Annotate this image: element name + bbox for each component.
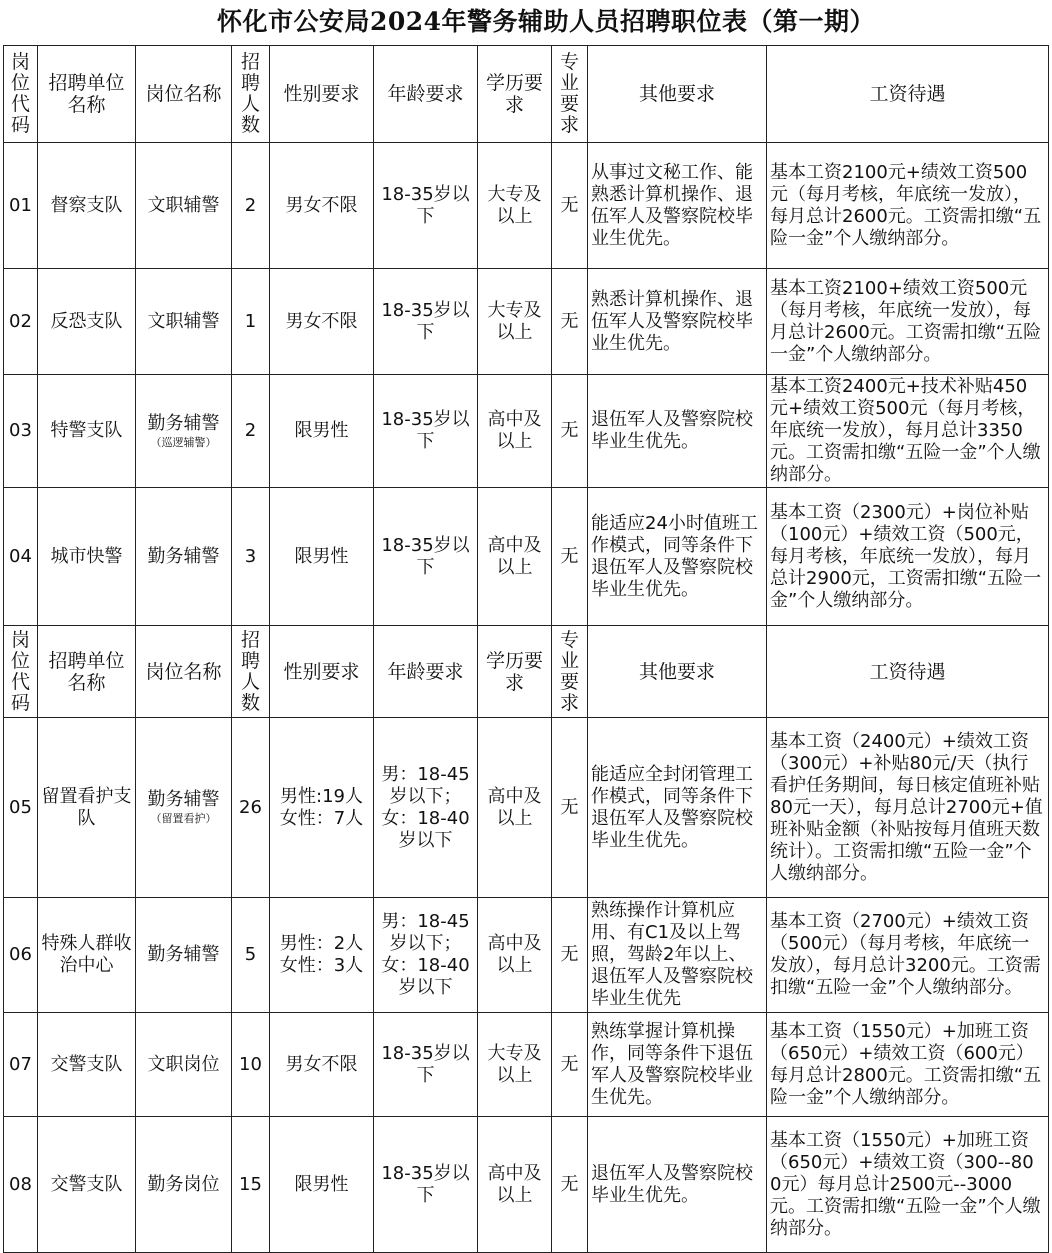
cell-major: 无 xyxy=(552,488,588,626)
cell-gender: 限男性 xyxy=(270,375,374,488)
header-age: 年龄要求 xyxy=(374,626,478,718)
cell-other: 退伍军人及警察院校毕业生优先。 xyxy=(588,1117,767,1253)
cell-code: 04 xyxy=(4,488,38,626)
header-count: 招聘人数 xyxy=(232,46,270,143)
table-row xyxy=(4,1117,1049,1253)
cell-edu: 大专及以上 xyxy=(478,143,552,269)
header-post: 岗位名称 xyxy=(136,46,232,143)
cell-gender: 男性:19人 女性：7人 xyxy=(270,718,374,898)
cell-major: 无 xyxy=(552,375,588,488)
cell-gender: 限男性 xyxy=(270,1117,374,1253)
header-unit: 招聘单位名称 xyxy=(38,46,136,143)
post-name: 文职辅警 xyxy=(147,310,220,332)
cell-post xyxy=(136,143,232,269)
header-post: 岗位名称 xyxy=(136,626,232,718)
post-name: 文职岗位 xyxy=(147,1053,220,1075)
cell-post xyxy=(136,269,232,375)
cell-major: 无 xyxy=(552,898,588,1013)
table-header-row xyxy=(4,46,1049,143)
table-row xyxy=(4,375,1049,488)
cell-age: 男：18-45岁以下；女：18-40岁以下 xyxy=(374,718,478,898)
post-name: 勤务岗位 xyxy=(147,1173,220,1195)
page-title: 怀化市公安局2024年警务辅助人员招聘职位表（第一期） xyxy=(216,7,876,36)
cell-count: 5 xyxy=(232,898,270,1013)
cell-salary: 基本工资（1550元）+加班工资（650元）+绩效工资（300--800元）每月总计2500元--3000元。工资需扣缴“五险一金”个人缴纳部分。 xyxy=(767,1117,1049,1253)
cell-gender: 男女不限 xyxy=(270,1013,374,1117)
cell-code: 01 xyxy=(4,143,38,269)
header-other: 其他要求 xyxy=(588,46,767,143)
post-name: 文职辅警 xyxy=(147,194,220,216)
cell-unit: 特警支队 xyxy=(38,375,136,488)
cell-salary: 基本工资2100+绩效工资500元（每月考核，年底统一发放），每月总计2600元。工资需扣缴“五险一金”个人缴纳部分。 xyxy=(767,269,1049,375)
cell-other: 从事过文秘工作、能熟悉计算机操作、退伍军人及警察院校毕业生优先。 xyxy=(588,143,767,269)
header-unit: 招聘单位名称 xyxy=(38,626,136,718)
cell-post xyxy=(136,1013,232,1117)
cell-age: 男：18-45岁以下；女：18-40岁以下 xyxy=(374,898,478,1013)
cell-major: 无 xyxy=(552,1013,588,1117)
cell-post xyxy=(136,718,232,898)
cell-count: 15 xyxy=(232,1117,270,1253)
cell-gender: 限男性 xyxy=(270,488,374,626)
recruitment-table xyxy=(3,45,1049,1253)
header-gender: 性别要求 xyxy=(270,46,374,143)
post-note: （巡逻辅警） xyxy=(150,435,217,449)
cell-count: 1 xyxy=(232,269,270,375)
header-gender: 性别要求 xyxy=(270,626,374,718)
cell-count: 2 xyxy=(232,375,270,488)
cell-unit: 特殊人群收治中心 xyxy=(38,898,136,1013)
header-other: 其他要求 xyxy=(588,626,767,718)
cell-code: 05 xyxy=(4,718,38,898)
post-name: 勤务辅警 xyxy=(147,412,220,434)
cell-code: 02 xyxy=(4,269,38,375)
cell-unit: 反恐支队 xyxy=(38,269,136,375)
cell-edu: 高中及以上 xyxy=(478,718,552,898)
cell-edu: 大专及以上 xyxy=(478,1013,552,1117)
cell-edu: 高中及以上 xyxy=(478,898,552,1013)
cell-other: 熟悉计算机操作、退伍军人及警察院校毕业生优先。 xyxy=(588,269,767,375)
cell-major: 无 xyxy=(552,1117,588,1253)
cell-salary: 基本工资（2400元）+绩效工资（300元）+补贴80元/天（执行看护任务期间，每日核定值班补贴80元一天），每月总计2700元+值班补贴金额（补贴按每月值班天数统计）。工资需扣缴“五险一金”个人缴纳部分。 xyxy=(767,718,1049,898)
cell-post xyxy=(136,375,232,488)
cell-unit: 督察支队 xyxy=(38,143,136,269)
cell-other: 熟练掌握计算机操作，同等条件下退伍军人及警察院校毕业生优先。 xyxy=(588,1013,767,1117)
cell-count: 2 xyxy=(232,143,270,269)
cell-count: 3 xyxy=(232,488,270,626)
table-row xyxy=(4,488,1049,626)
post-name: 勤务辅警 xyxy=(147,944,220,965)
cell-other: 能适应24小时值班工作模式，同等条件下退伍军人及警察院校毕业生优先。 xyxy=(588,488,767,626)
cell-age: 18-35岁以下 xyxy=(374,1013,478,1117)
cell-gender: 男性：2人 女性：3人 xyxy=(270,898,374,1013)
post-name: 勤务辅警 xyxy=(147,789,220,810)
cell-unit: 城市快警 xyxy=(38,488,136,626)
cell-major: 无 xyxy=(552,269,588,375)
cell-other: 退伍军人及警察院校毕业生优先。 xyxy=(588,375,767,488)
table-row xyxy=(4,718,1049,898)
cell-salary: 基本工资2100元+绩效工资500元（每月考核，年底统一发放），每月总计2600元。工资需扣缴“五险一金”个人缴纳部分。 xyxy=(767,143,1049,269)
cell-unit: 交警支队 xyxy=(38,1117,136,1253)
cell-post xyxy=(136,1117,232,1253)
cell-edu: 大专及以上 xyxy=(478,269,552,375)
cell-age: 18-35岁以下 xyxy=(374,1117,478,1253)
post-name: 勤务辅警 xyxy=(147,545,220,567)
cell-salary: 基本工资（2700元）+绩效工资（500元）（每月考核，年底统一发放），每月总计3200元。工资需扣缴“五险一金”个人缴纳部分。 xyxy=(767,898,1049,1013)
cell-salary: 基本工资（1550元）+加班工资（650元）+绩效工资（600元）每月总计2800元。工资需扣缴“五险一金”个人缴纳部分。 xyxy=(767,1013,1049,1117)
cell-code: 03 xyxy=(4,375,38,488)
header-count: 招聘人数 xyxy=(232,626,270,718)
cell-other: 能适应全封闭管理工作模式，同等条件下退伍军人及警察院校毕业生优先。 xyxy=(588,718,767,898)
header-edu: 学历要求 xyxy=(478,626,552,718)
header-age: 年龄要求 xyxy=(374,46,478,143)
table-header-row xyxy=(4,626,1049,718)
post-note: （留置看护） xyxy=(150,812,217,825)
cell-age: 18-35岁以下 xyxy=(374,488,478,626)
cell-count: 10 xyxy=(232,1013,270,1117)
table-row xyxy=(4,898,1049,1013)
header-salary: 工资待遇 xyxy=(767,626,1049,718)
header-major: 专业要求 xyxy=(552,46,588,143)
cell-salary: 基本工资（2300元）+岗位补贴（100元）+绩效工资（500元，每月考核，年底统一发放），每月总计2900元，工资需扣缴“五险一金”个人缴纳部分。 xyxy=(767,488,1049,626)
cell-edu: 高中及以上 xyxy=(478,375,552,488)
header-code: 岗位代码 xyxy=(4,46,38,143)
table-row xyxy=(4,143,1049,269)
cell-gender: 男女不限 xyxy=(270,269,374,375)
cell-unit: 交警支队 xyxy=(38,1013,136,1117)
cell-code: 08 xyxy=(4,1117,38,1253)
cell-code: 06 xyxy=(4,898,38,1013)
cell-edu: 高中及以上 xyxy=(478,1117,552,1253)
cell-other: 熟练操作计算机应用、有C1及以上驾照，驾龄2年以上、退伍军人及警察院校毕业生优先 xyxy=(588,898,767,1013)
cell-age: 18-35岁以下 xyxy=(374,269,478,375)
cell-post xyxy=(136,898,232,1013)
cell-age: 18-35岁以下 xyxy=(374,143,478,269)
cell-edu: 高中及以上 xyxy=(478,488,552,626)
cell-post xyxy=(136,488,232,626)
table-row xyxy=(4,269,1049,375)
cell-salary: 基本工资2400元+技术补贴450元+绩效工资500元（每月考核，年底统一发放），每月总计3350元。工资需扣缴“五险一金”个人缴纳部分。 xyxy=(767,375,1049,488)
cell-age: 18-35岁以下 xyxy=(374,375,478,488)
header-edu: 学历要求 xyxy=(478,46,552,143)
header-code: 岗位代码 xyxy=(4,626,38,718)
header-salary: 工资待遇 xyxy=(767,46,1049,143)
cell-code: 07 xyxy=(4,1013,38,1117)
cell-gender: 男女不限 xyxy=(270,143,374,269)
cell-unit: 留置看护支队 xyxy=(38,718,136,898)
cell-major: 无 xyxy=(552,718,588,898)
cell-major: 无 xyxy=(552,143,588,269)
header-major: 专业要求 xyxy=(552,626,588,718)
table-row xyxy=(4,1013,1049,1117)
cell-count: 26 xyxy=(232,718,270,898)
